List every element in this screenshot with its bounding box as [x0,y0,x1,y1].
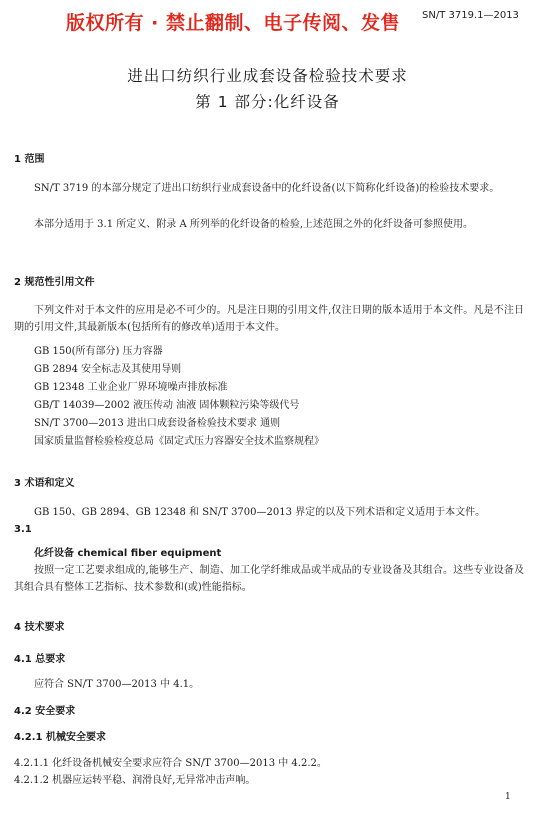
term-number: 3.1 [14,524,32,535]
section-heading-scope: 1 范围 [14,154,45,165]
section-heading-normative-references: 2 规范性引用文件 [14,277,95,288]
clause-4-2-1-2: 4.2.1.2 机器应运转平稳、润滑良好,无异常冲击声响。 [14,775,256,786]
reference-item: SN/T 3700—2013 进出口成套设备检验技术要求 通则 [34,418,281,429]
document-title-line2: 第 1 部分:化纤设备 [195,93,340,111]
reference-item: GB/T 14039—2002 液压传动 油液 固体颗粒污染等级代号 [34,400,300,411]
references-intro-paragraph: 下列文件对于本文件的应用是必不可少的。凡是注日期的引用文件,仅注日期的版本适用于本文件。凡是不注日期的引用文件,其最新版本(包括所有的修改单)适用于本文件。 [14,305,524,333]
scope-paragraph-2: 本部分适用于 3.1 所定义、附录 A 所列举的化纤设备的检验,上述范围之外的化纤设备可参照使用。 [34,219,474,230]
clause-4-2-1-1: 4.2.1.1 化纤设备机械安全要求应符合 SN/T 3700—2013 中 4.2.2。 [14,758,327,769]
subsection-heading-general: 4.1 总要求 [14,654,66,665]
subsection-heading-mechanical-safety: 4.2.1 机械安全要求 [14,732,106,743]
term-definition: 按照一定工艺要求组成的,能够生产、制造、加工化学纤维成品或半成品的专业设备及其组合。这些专业设备及其组合具有整体工艺指标、技术参数和(或)性能指标。 [14,565,524,593]
reference-item: GB 12348 工业企业厂界环境噪声排放标准 [34,382,228,393]
subsection-heading-safety: 4.2 安全要求 [14,706,76,717]
scope-paragraph-1: SN/T 3719 的本部分规定了进出口纺织行业成套设备中的化纤设备(以下简称化纤设备)的检验技术要求。 [34,183,500,194]
section-heading-terms-definitions: 3 术语和定义 [14,478,75,489]
reference-item: 国家质量监督检验检疫总局《固定式压力容器安全技术监察规程》 [34,436,324,447]
reference-item: GB 2894 安全标志及其使用导则 [34,364,182,375]
section-heading-technical-requirements: 4 技术要求 [14,622,65,633]
document-title-line1: 进出口纺织行业成套设备检验技术要求 [127,67,408,85]
general-requirement-text: 应符合 SN/T 3700—2013 中 4.1。 [34,679,200,690]
reference-item: GB 150(所有部分) 压力容器 [34,346,163,357]
standard-code: SN/T 3719.1—2013 [422,10,519,21]
page-number: 1 [505,792,511,802]
term-name: 化纤设备 chemical fiber equipment [34,548,222,559]
terms-intro-paragraph: GB 150、GB 2894、GB 12348 和 SN/T 3700—2013 界定的以及下列术语和定义适用于本文件。 [34,507,486,518]
watermark-banner: 版权所有 · 禁止翻制、电子传阅、发售 [66,12,400,34]
